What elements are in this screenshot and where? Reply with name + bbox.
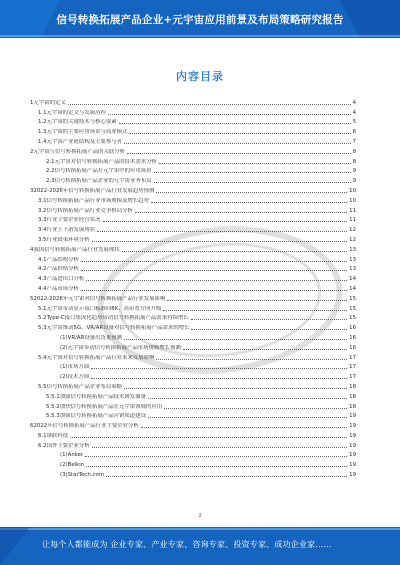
toc-entry-page: 12 xyxy=(349,236,356,243)
toc-entry-title: 行业政策环境分析 xyxy=(46,236,90,243)
toc-entry-number: 2 xyxy=(30,148,34,155)
toc-entry-title: 行业上下游发展现状 xyxy=(46,227,96,234)
toc-entry[interactable] xyxy=(30,96,356,106)
toc-entry-title: 产品价格分析 xyxy=(46,266,79,273)
toc-entry-title: 元宇宙对信号转换拓展产品行业未来发展影响 xyxy=(46,354,155,361)
toc-entry[interactable] xyxy=(30,302,356,312)
toc-entry-number: 3.1 xyxy=(38,197,47,204)
toc-dot-leader xyxy=(119,123,351,124)
toc-entry-title: Belkin xyxy=(67,462,85,469)
toc-dot-leader xyxy=(183,349,347,350)
toc-entry-page: 19 xyxy=(349,413,356,420)
toc-entry[interactable] xyxy=(30,263,356,273)
toc-entry-title: 2022-2026年元宇宙对信号转换拓展产品行业发展影响 xyxy=(33,295,166,302)
toc-entry-number: 3.4 xyxy=(38,227,47,234)
toc-dot-leader xyxy=(106,476,347,477)
toc-entry[interactable] xyxy=(30,410,356,420)
toc-dot-leader xyxy=(91,378,347,379)
toc-entry-number: 1.3 xyxy=(38,129,47,136)
toc-dot-leader xyxy=(68,104,351,105)
toc-entry-page: 9 xyxy=(352,168,356,175)
toc-entry[interactable] xyxy=(30,321,356,331)
toc-entry-number: (1) xyxy=(60,334,68,341)
toc-entry-number: (3) xyxy=(60,472,68,479)
toc-dot-leader xyxy=(191,319,347,320)
toc-entry-title: Type-C接口集成化趋势带动信号转换拓展产品需求持续增长 xyxy=(46,315,189,322)
toc-entry-page: 4 xyxy=(352,99,356,106)
toc-entry-number: 2.2 xyxy=(46,168,55,175)
toc-dot-leader xyxy=(70,437,347,438)
toc-entry-page: 14 xyxy=(349,285,356,292)
toc-entry-title: 信号转换拓展产品企业的元宇宙业务布局 xyxy=(54,178,152,185)
toc-entry-title: 国外主要企业分析 xyxy=(46,442,90,449)
toc-dot-leader xyxy=(127,153,350,154)
toc-entry-number: 5 xyxy=(30,295,34,302)
toc-entry-title: 加强信号转换拓展产品技术研发储备 xyxy=(59,393,146,400)
toc-entry-title: VR/AR设备出货量预测 xyxy=(67,334,123,341)
toc-entry[interactable] xyxy=(30,331,356,341)
toc-entry[interactable] xyxy=(30,272,356,282)
toc-entry[interactable] xyxy=(30,243,356,253)
toc-entry-number: 6.1 xyxy=(38,432,47,439)
toc-entry-title: 元宇宙的关键技术与核心要素 xyxy=(46,119,117,126)
toc-entry-page: 13 xyxy=(349,246,356,253)
toc-entry-page: 15 xyxy=(349,305,356,312)
toc-dot-leader xyxy=(124,388,347,389)
toc-entry[interactable] xyxy=(30,400,356,410)
toc-dot-leader xyxy=(191,329,347,330)
toc-entry-page: 19 xyxy=(349,442,356,449)
toc-entry-page: 19 xyxy=(349,472,356,479)
toc-entry-title: 信号转换拓展产品行业竞争格局分析 xyxy=(46,207,133,214)
toc-entry-page: 18 xyxy=(349,393,356,400)
toc-entry-title: 元宇宙产业链结构及主要参与者 xyxy=(46,138,123,145)
toc-dot-leader xyxy=(148,398,347,399)
toc-dot-leader xyxy=(124,143,351,144)
toc-entry-title: 行业主要企业经营状况 xyxy=(46,217,101,224)
toc-entry-number: 4.1 xyxy=(38,256,47,263)
toc-dot-leader xyxy=(156,192,347,193)
toc-entry-title: Anker xyxy=(67,452,84,459)
footer-slogan: 让每个人都能成为 企业专家、产业专家、咨询专家、投资专家、成功企业家…… xyxy=(42,540,332,549)
report-header-banner xyxy=(0,0,400,38)
toc-entry[interactable] xyxy=(30,380,356,390)
toc-entry-page: 15 xyxy=(349,315,356,322)
toc-entry[interactable] xyxy=(30,419,356,429)
toc-entry-page: 19 xyxy=(349,452,356,459)
toc-entry-page: 18 xyxy=(349,403,356,410)
toc-entry[interactable] xyxy=(30,106,356,116)
toc-entry-title: 产品进出口分析 xyxy=(46,276,85,283)
toc-entry[interactable] xyxy=(30,361,356,371)
toc-dot-leader xyxy=(163,310,347,311)
toc-dot-leader xyxy=(92,241,347,242)
toc-dot-leader xyxy=(97,231,347,232)
toc-entry-number: 2.1 xyxy=(46,158,55,165)
toc-dot-leader xyxy=(159,163,351,164)
toc-entry[interactable] xyxy=(30,125,356,135)
toc-entry-number: 1 xyxy=(30,99,34,106)
table-of-contents xyxy=(30,96,356,478)
toc-dot-leader xyxy=(124,339,347,340)
toc-dot-leader xyxy=(129,133,350,134)
toc-entry-title: 元宇宙对信号转换拓展产品的技术需求分析 xyxy=(54,158,158,165)
toc-entry-number: 1.1 xyxy=(38,109,47,116)
toc-dot-leader xyxy=(103,221,348,222)
toc-dot-leader xyxy=(92,447,347,448)
toc-entry-title: 元宇宙的定义与发展历程 xyxy=(46,109,106,116)
toc-entry-page: 14 xyxy=(349,276,356,283)
toc-entry-title: 市场方面 xyxy=(67,364,90,371)
toc-entry[interactable] xyxy=(30,214,356,224)
toc-entry-number: 2.3 xyxy=(46,178,55,185)
footer-banner xyxy=(0,527,400,565)
toc-entry[interactable] xyxy=(30,204,356,214)
toc-entry[interactable] xyxy=(30,282,356,292)
toc-entry[interactable] xyxy=(30,155,356,165)
toc-entry-page: 17 xyxy=(349,374,356,381)
toc-entry-title: 信号转换拓展产品在元宇宙中的应用场景 xyxy=(54,168,152,175)
toc-entry-page: 7 xyxy=(352,138,356,145)
toc-entry-number: 4 xyxy=(30,246,34,253)
toc-entry-title: 元宇宙带动信号转换拓展产品市场规模增长预测 xyxy=(67,344,181,351)
toc-heading: 内容目录 xyxy=(176,70,224,83)
toc-entry-title: 2022-2026年信号转换拓展产品行业发展趋势预测 xyxy=(33,187,155,194)
toc-entry[interactable] xyxy=(30,194,356,204)
toc-entry-title: 产品结构分析 xyxy=(46,256,79,263)
toc-dot-leader xyxy=(154,172,351,173)
toc-entry-page: 10 xyxy=(349,197,356,204)
toc-entry-number: 3 xyxy=(30,187,34,194)
toc-entry-page: 6 xyxy=(352,129,356,136)
toc-entry-number: 4.2 xyxy=(38,266,47,273)
toc-dot-leader xyxy=(86,280,347,281)
toc-entry-number: 4.3 xyxy=(38,276,47,283)
toc-entry[interactable] xyxy=(30,312,356,322)
toc-dot-leader xyxy=(135,212,347,213)
toc-entry-title: 元宇宙的主要应用场景与商业模式 xyxy=(46,129,128,136)
toc-entry-page: 11 xyxy=(349,207,356,214)
toc-entry[interactable] xyxy=(30,253,356,263)
toc-entry-page: 12 xyxy=(349,227,356,234)
toc-entry-number: (1) xyxy=(60,364,68,371)
toc-dot-leader xyxy=(85,456,347,457)
toc-dot-leader xyxy=(164,408,347,409)
toc-entry[interactable] xyxy=(30,449,356,459)
toc-dot-leader xyxy=(122,251,347,252)
toc-entry-page: 16 xyxy=(349,325,356,332)
toc-entry-number: 5.5 xyxy=(38,383,47,390)
toc-entry-title: 信号转换拓展产品企业布局策略 xyxy=(46,383,123,390)
toc-entry-title: 信号转换拓展产品行业市场规模及增长趋势 xyxy=(46,197,150,204)
toc-entry-page: 17 xyxy=(349,364,356,371)
toc-entry-title: 元宇宙与信号转换拓展产品的关联分析 xyxy=(33,148,126,155)
toc-dot-leader xyxy=(141,427,347,428)
toc-dot-leader xyxy=(91,368,347,369)
toc-entry[interactable] xyxy=(30,370,356,380)
toc-entry[interactable] xyxy=(30,145,356,155)
toc-entry[interactable] xyxy=(30,458,356,468)
toc-entry-number: 5.2 xyxy=(38,315,47,322)
toc-entry[interactable] xyxy=(30,116,356,126)
toc-dot-leader xyxy=(151,202,347,203)
toc-entry-page: 13 xyxy=(349,266,356,273)
toc-entry-number: 5.1 xyxy=(38,305,47,312)
toc-entry[interactable] xyxy=(30,390,356,400)
toc-entry[interactable] xyxy=(30,439,356,449)
toc-entry-page: 5 xyxy=(352,119,356,126)
toc-entry-title: 元宇宙的定义 xyxy=(33,99,66,106)
toc-entry[interactable] xyxy=(30,429,356,439)
toc-entry-number: (2) xyxy=(60,462,68,469)
toc-entry[interactable] xyxy=(30,184,356,194)
toc-entry-number: 6 xyxy=(30,423,34,430)
toc-dot-leader xyxy=(81,270,347,271)
toc-entry-title: 我国信号转换拓展产品行业发展现状 xyxy=(33,246,120,253)
toc-entry-page: 19 xyxy=(349,423,356,430)
toc-entry-page: 10 xyxy=(349,187,356,194)
toc-entry-page: 4 xyxy=(352,109,356,116)
toc-entry-title: 元宇宙带动显示接口标准向8K、高带宽方向升级 xyxy=(46,305,162,312)
toc-entry-number: 3.2 xyxy=(38,207,47,214)
toc-entry-number: 6.2 xyxy=(38,442,47,449)
toc-entry-number: 5.5.1 xyxy=(46,393,60,400)
toc-entry-page: 19 xyxy=(349,462,356,469)
toc-dot-leader xyxy=(81,290,347,291)
toc-entry[interactable] xyxy=(30,165,356,175)
toc-dot-leader xyxy=(81,261,347,262)
toc-entry-page: 16 xyxy=(349,344,356,351)
toc-dot-leader xyxy=(156,359,347,360)
toc-entry-number: 5.5.3 xyxy=(46,413,60,420)
toc-entry-title: 绿联科技 xyxy=(46,432,69,439)
toc-entry-page: 8 xyxy=(352,148,356,155)
toc-entry[interactable] xyxy=(30,223,356,233)
toc-entry-title: 产品市场分析 xyxy=(46,285,79,292)
toc-entry-number: 3.3 xyxy=(38,217,47,224)
toc-entry[interactable] xyxy=(30,341,356,351)
toc-entry[interactable] xyxy=(30,233,356,243)
toc-entry-title: 元宇宙推动5G、VR/AR设备对信号转换拓展产品需求的增长 xyxy=(46,325,190,332)
toc-entry-number: (2) xyxy=(60,344,68,351)
toc-entry-number: (2) xyxy=(60,374,68,381)
toc-entry-title: 技术方面 xyxy=(67,374,90,381)
toc-entry-page: 15 xyxy=(349,295,356,302)
toc-entry-number: (1) xyxy=(60,452,68,459)
toc-entry[interactable] xyxy=(30,292,356,302)
toc-dot-leader xyxy=(148,417,347,418)
toc-dot-leader xyxy=(86,466,347,467)
page-number: 2 xyxy=(198,513,202,519)
toc-entry-page: 16 xyxy=(349,334,356,341)
toc-dot-leader xyxy=(167,300,347,301)
toc-entry-number: 5.3 xyxy=(38,325,47,332)
toc-entry-page: 18 xyxy=(349,383,356,390)
toc-entry-title: 加快信号转换拓展产品在元宇宙领域的应用 xyxy=(59,403,163,410)
toc-entry-title: StarTech.com xyxy=(67,472,104,479)
toc-entry-title: 加强信号转换拓展产品营销渠道建设 xyxy=(59,413,146,420)
toc-entry-title: 2022年信号转换拓展产品行业主要企业分析 xyxy=(33,423,139,430)
toc-entry[interactable] xyxy=(30,174,356,184)
toc-entry-page: 9 xyxy=(352,178,356,185)
toc-entry-page: 19 xyxy=(349,432,356,439)
toc-entry-number: 5.5.2 xyxy=(46,403,60,410)
toc-entry-number: 3.5 xyxy=(38,236,47,243)
toc-entry-page: 8 xyxy=(352,158,356,165)
toc-entry-number: 1.4 xyxy=(38,138,47,145)
toc-entry-page: 11 xyxy=(349,217,356,224)
toc-entry[interactable] xyxy=(30,351,356,361)
toc-entry[interactable] xyxy=(30,135,356,145)
toc-dot-leader xyxy=(154,182,351,183)
toc-entry[interactable] xyxy=(30,468,356,478)
toc-entry-page: 13 xyxy=(349,256,356,263)
toc-entry-number: 1.2 xyxy=(38,119,47,126)
toc-entry-number: 5.4 xyxy=(38,354,47,361)
toc-entry-page: 17 xyxy=(349,354,356,361)
toc-entry-number: 4.4 xyxy=(38,285,47,292)
toc-dot-leader xyxy=(108,114,351,115)
report-title: 信号转换拓展产品企业+元宇宙应用前景及布局策略研究报告 xyxy=(56,14,344,26)
